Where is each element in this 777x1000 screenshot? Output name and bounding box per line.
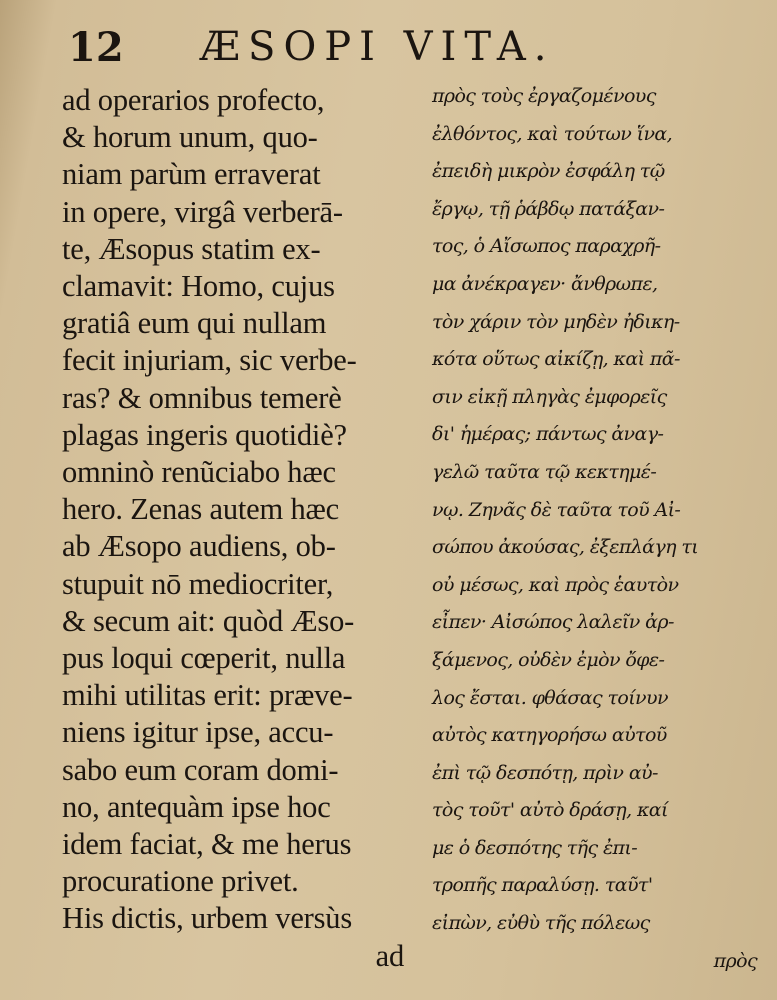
text-line: εἰπὼν, εὐθὺ τῆς πόλεως	[432, 912, 650, 935]
text-line: te, Æsopus statim ex-	[62, 231, 321, 266]
text-line: ras? & omnibus temerè	[62, 380, 342, 415]
page-number: 12	[68, 24, 124, 71]
text-line: niam parùm erraverat	[62, 157, 321, 192]
text-line: fecit injuriam, sic verbe-	[62, 343, 357, 378]
catchword: πρὸς	[713, 949, 757, 972]
text-line: omninò renũciabo hæc	[62, 455, 336, 490]
text-line: sabo eum coram domi-	[62, 752, 339, 787]
text-line: μα ἀνέκραγεν· ἄνθρωπε,	[432, 272, 658, 295]
text-line: τος, ὁ Αἴσωπος παραχρῆ-	[432, 235, 661, 258]
text-line: plagas ingeris quotidiè?	[62, 417, 347, 452]
text-line: νῳ. Ζηνᾶς δὲ ταῦτα τοῦ Αἰ-	[432, 498, 681, 521]
text-line: λος ἔσται. φθάσας τοίνυν	[432, 686, 668, 709]
text-line: ἐλθόντος, καὶ τούτων ἵνα,	[432, 122, 673, 145]
text-line: in opere, virgâ verberā-	[62, 194, 343, 229]
text-line: hero. Zenas autem hæc	[62, 492, 339, 527]
text-line: & secum ait: quòd Æso-	[62, 603, 355, 638]
text-line: procuratione privet.	[62, 864, 299, 899]
text-line: ad operarios profecto,	[62, 83, 325, 117]
text-line: & horum unum, quo-	[62, 120, 318, 155]
text-line: clamavit: Homo, cujus	[62, 269, 335, 304]
text-line: ἐπὶ τῷ δεσπότῃ, πρὶν αὐ-	[432, 761, 658, 784]
text-line: no, antequàm ipse hoc	[62, 789, 331, 824]
text-line: τὸν χάριν τὸν μηδὲν ἠδικη-	[432, 310, 680, 333]
text-line: κότα οὕτως αἰκίζῃ, καὶ πᾶ-	[432, 348, 680, 371]
running-title: ÆSOPI VITA.	[200, 24, 555, 70]
text-line: ἔργῳ, τῇ ῥάβδῳ πατάξαν-	[432, 197, 665, 220]
text-line: πρὸς τοὺς ἐργαζομένους	[432, 85, 656, 107]
text-line: His dictis, urbem versùs	[62, 901, 352, 936]
text-line: ἐπειδὴ μικρὸν ἐσφάλη τῷ	[432, 160, 665, 183]
greek-text-column	[432, 78, 767, 980]
text-line: gratiâ eum qui nullam	[62, 306, 327, 341]
text-line: pus loqui cœperit, nulla	[62, 641, 346, 676]
text-line: αὐτὸς κατηγορήσω αὐτοῦ	[432, 724, 667, 747]
text-line: niens igitur ipse, accu-	[62, 715, 334, 750]
text-line: γελῶ ταῦτα τῷ κεκτημέ-	[432, 460, 657, 483]
text-line: ab Æsopo audiens, ob-	[62, 529, 336, 564]
text-line: σώπου ἀκούσας, ἐξεπλάγη τι	[432, 536, 699, 559]
text-line: ξάμενος, οὐδὲν ἐμὸν ὄφε-	[432, 648, 665, 671]
text-line: idem faciat, & me herus	[62, 827, 352, 862]
text-line: τροπῆς παραλύσῃ. ταῦτ'	[432, 874, 653, 897]
text-line: οὐ μέσως, καὶ πρὸς ἑαυτὸν	[432, 573, 679, 596]
text-line: σιν εἰκῇ πληγὰς ἐμφορεῖς	[432, 385, 667, 408]
text-line: stupuit nō mediocriter,	[62, 566, 334, 601]
catchword: ad	[375, 938, 404, 973]
text-line: δι' ἡμέρας; πάντως ἀναγ-	[432, 423, 664, 446]
text-line: τὸς τοῦτ' αὐτὸ δράσῃ, καί	[432, 799, 668, 822]
text-line: mihi utilitas erit: præve-	[62, 678, 353, 713]
page-header	[0, 14, 777, 74]
text-line: εἶπεν· Αἰσώπος λαλεῖν ἀρ-	[432, 611, 674, 634]
latin-text-column	[62, 82, 422, 975]
text-line: με ὁ δεσπότης τῆς ἐπι-	[432, 836, 638, 859]
